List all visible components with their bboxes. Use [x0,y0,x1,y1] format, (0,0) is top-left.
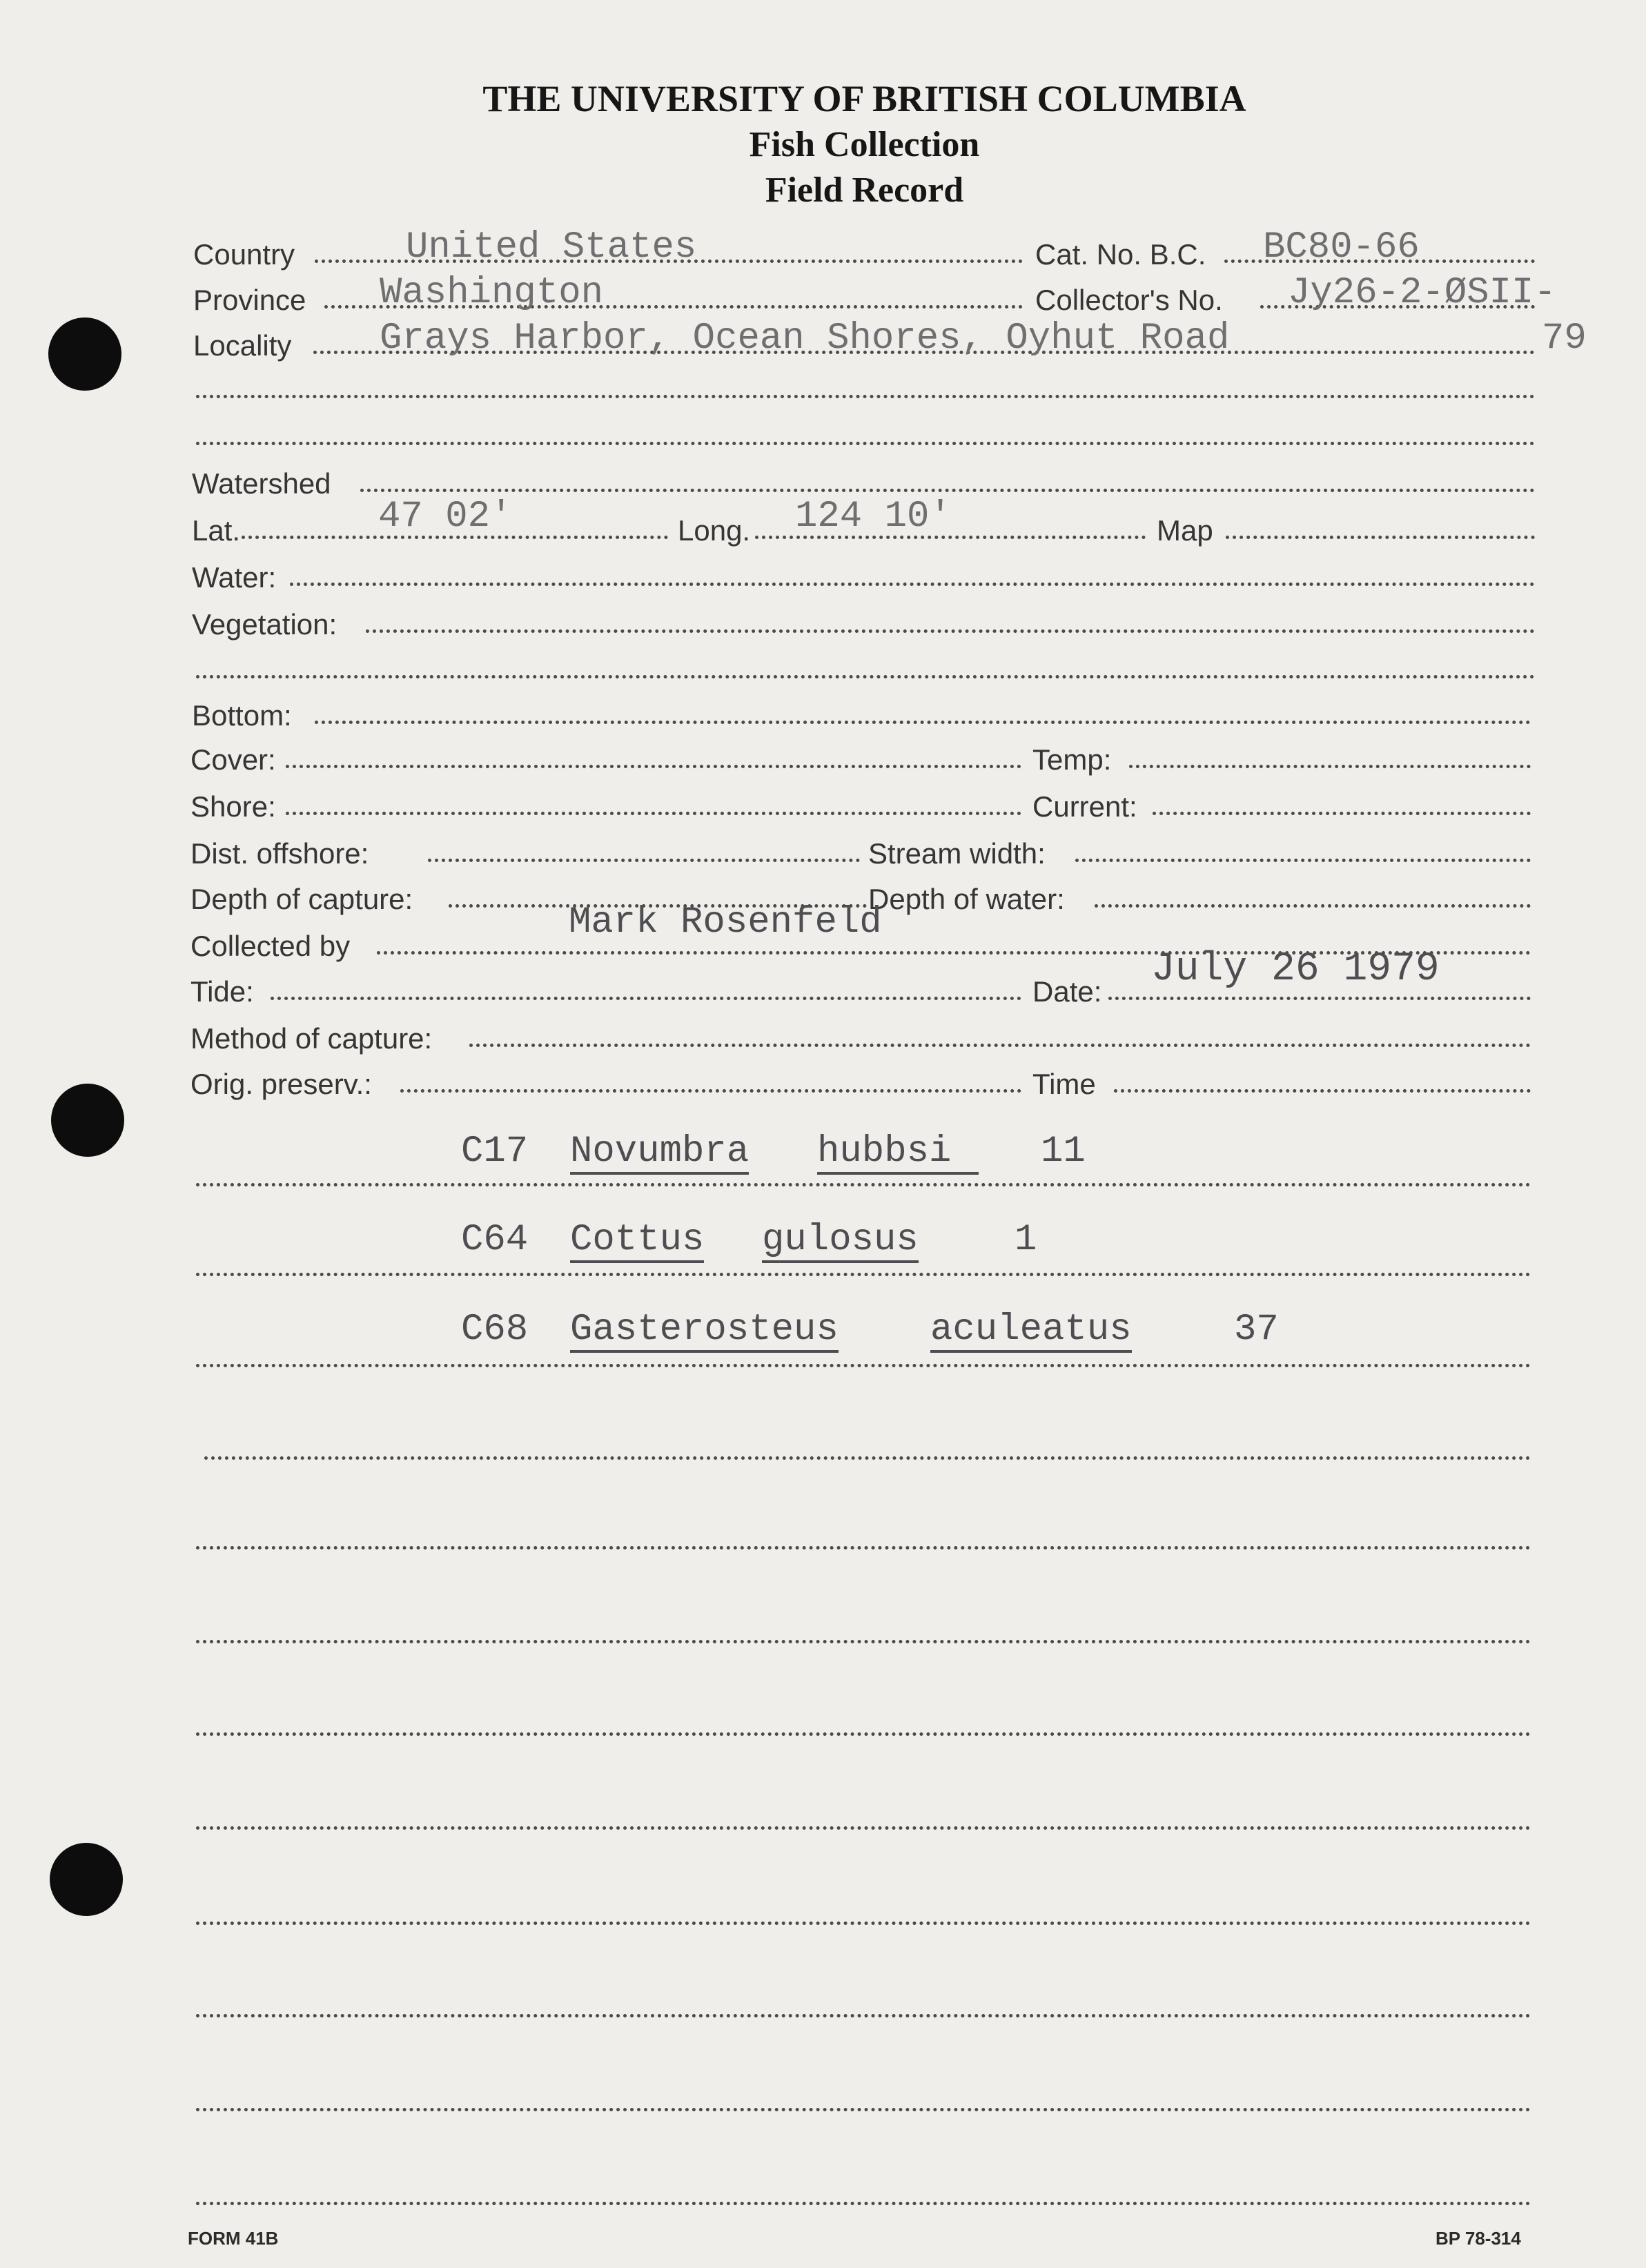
lat-value: 47 02' [378,496,513,538]
date-value: July 26 1979 [1151,947,1440,992]
vegetation-continuation-line [196,675,1535,678]
depth-water-label: Depth of water: [868,883,1065,915]
specimen-line [196,1273,1531,1276]
specimen-line [196,2202,1531,2205]
bottom-label: Bottom: [192,699,292,732]
method-of-capture-label: Method of capture: [190,1022,433,1055]
stream-width-line [1075,859,1531,862]
map-label: Map [1157,514,1213,547]
long-value: 124 10' [795,496,952,538]
dist-offshore-line [428,859,860,862]
species-code: C17 [461,1131,529,1173]
depth-water-line [1095,904,1531,908]
collector-no-label: Collector's No. [1035,284,1223,316]
specimen-line [196,1640,1531,1643]
binder-hole-middle [51,1084,124,1157]
specimen-line [196,1922,1531,1925]
watershed-line [360,489,1535,492]
specimen-line [196,1826,1531,1830]
specimen-line [196,1183,1531,1186]
shore-label: Shore: [190,790,276,823]
lat-label: Lat. [192,514,241,547]
time-line [1114,1089,1531,1093]
form-number: FORM 41B [188,2228,279,2249]
locality-label: Locality [193,329,292,362]
locality-year-suffix: 79 [1542,317,1587,360]
cover-label: Cover: [190,743,276,776]
country-value: United States [406,226,697,268]
country-label: Country [193,238,295,271]
collection-title: Fish Collection [749,125,980,164]
map-line [1226,536,1535,539]
current-line [1153,812,1531,815]
specimen-line [196,2014,1531,2017]
province-value: Washington [380,272,604,314]
locality-continuation-line-1 [196,395,1535,398]
date-line [1108,997,1531,1000]
watershed-label: Watershed [192,467,331,500]
specimen-line [196,2108,1531,2111]
species-epithet: hubbsi [817,1133,979,1175]
locality-continuation-line-2 [196,442,1535,445]
species-genus: Novumbra [570,1133,749,1175]
collector-no-value: Jy26-2-ØSII- [1288,272,1556,314]
temp-line [1129,765,1531,768]
water-line [290,583,1535,586]
stream-width-label: Stream width: [868,837,1046,870]
collected-by-label: Collected by [190,930,351,962]
bottom-line [315,721,1531,724]
tide-label: Tide: [190,975,254,1008]
depth-capture-label: Depth of capture: [190,883,413,915]
collected-by-value: Mark Rosenfeld [569,901,882,944]
date-label: Date: [1032,975,1102,1008]
locality-value: Grays Harbor, Ocean Shores, Oyhut Road [380,317,1230,360]
species-epithet: gulosus [762,1222,919,1263]
cover-line [286,765,1021,768]
orig-preserv-line [400,1089,1021,1093]
species-code: C64 [461,1219,529,1261]
record-title: Field Record [765,170,964,210]
tide-line [271,997,1021,1000]
temp-label: Temp: [1032,743,1112,776]
cat-no-value: BC80-66 [1263,226,1420,268]
cat-no-label: Cat. No. B.C. [1035,238,1206,271]
long-label: Long. [678,514,751,547]
method-of-capture-line [469,1044,1531,1047]
institution-title: THE UNIVERSITY OF BRITISH COLUMBIA [482,78,1246,119]
specimen-line [196,1732,1531,1736]
specimen-line [204,1456,1531,1460]
shore-line [286,812,1021,815]
species-genus: Gasterosteus [570,1311,839,1353]
current-label: Current: [1032,790,1137,823]
species-count: 37 [1234,1309,1279,1351]
species-count: 1 [1015,1219,1037,1261]
species-genus: Cottus [570,1222,704,1263]
binder-hole-top [48,317,121,391]
province-label: Province [193,284,306,316]
species-epithet: aculeatus [930,1311,1132,1353]
dist-offshore-label: Dist. offshore: [190,837,369,870]
water-label: Water: [192,561,277,594]
species-code: C68 [461,1309,529,1351]
vegetation-line [366,629,1535,633]
specimen-line [196,1546,1531,1550]
vegetation-label: Vegetation: [192,608,337,641]
orig-preserv-label: Orig. preserv.: [190,1068,372,1100]
print-code: BP 78-314 [1436,2228,1521,2249]
species-count: 11 [1041,1131,1086,1173]
time-label: Time [1032,1068,1096,1100]
specimen-line [196,1364,1531,1367]
binder-hole-bottom [50,1843,123,1916]
